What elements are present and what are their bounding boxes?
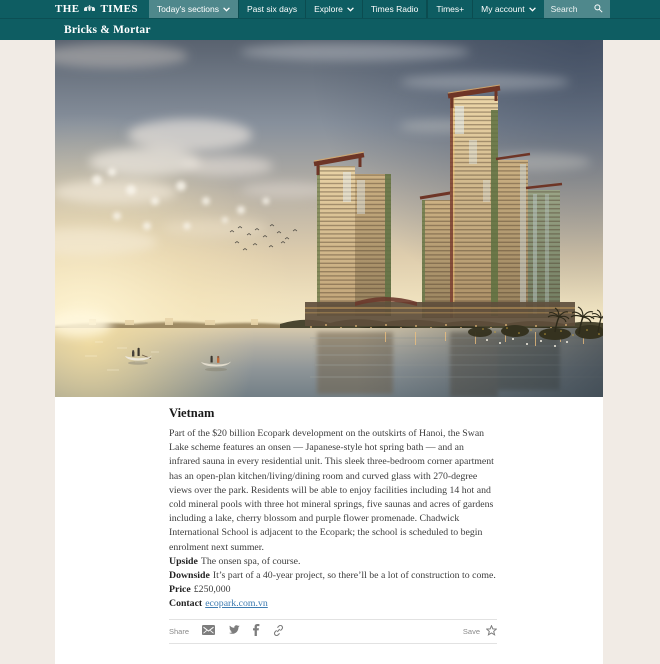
- share-twitter-button[interactable]: [228, 625, 240, 637]
- price-value: £250,000: [193, 584, 231, 596]
- save-label: Save: [462, 626, 480, 636]
- article-heading: Vietnam: [169, 406, 215, 420]
- star-icon: [486, 625, 497, 638]
- article-panel: [55, 397, 603, 664]
- section-bar: [0, 19, 660, 40]
- hero-image: [55, 40, 603, 397]
- article-paragraph: Part of the $20 billion Ecopark development on the outskirts of Hanoi, the Swan Lake scheme features an onsen — Japanese-style hot spring bath — and an infrared sauna in every residential unit. This sleek three-bedroom corner apartment has an open-plan kitchen/living/dining room and curved glass with 270-degree views over the park. Residents will be able to enjoy facilities including 14 hot and cold mineral pools with three hot mineral springs, five saunas and acres of gardens including a lake, cherry blossom and purple flower promenade. Chadwick International School is adjacent to the Ecopark; the school is scheduled to begin enrolment next summer.: [169, 428, 494, 553]
- nav-explore[interactable]: [305, 0, 362, 18]
- nav-times-radio-label: Times Radio: [370, 4, 419, 14]
- price-label: Price: [169, 584, 191, 596]
- article-body: [169, 427, 497, 612]
- times-crest-icon: [82, 3, 97, 15]
- search-input[interactable]: [544, 0, 610, 18]
- search-icon[interactable]: [594, 4, 603, 15]
- contact-label: Contact: [169, 598, 203, 610]
- chevron-down-icon: [347, 4, 354, 14]
- share-email-button[interactable]: [202, 625, 215, 637]
- contact-link[interactable]: ecopark.com.vn: [205, 598, 268, 610]
- left-tower: [314, 152, 391, 316]
- search-placeholder: Search: [550, 4, 578, 14]
- nav-times-plus[interactable]: [427, 0, 472, 18]
- chevron-down-icon: [529, 4, 536, 14]
- downside-label: Downside: [169, 570, 210, 582]
- upside-label: Upside: [169, 555, 198, 567]
- contact-line: [169, 597, 497, 611]
- facebook-icon: [253, 624, 260, 638]
- link-icon: [273, 625, 284, 638]
- save-group: [463, 625, 497, 638]
- times-logo[interactable]: [55, 0, 149, 18]
- nav-todays-sections-label: Today's sections: [156, 4, 220, 14]
- save-button[interactable]: [486, 625, 497, 638]
- section-title[interactable]: Bricks & Mortar: [64, 23, 151, 36]
- nav-past-six-days-label: Past six days: [247, 4, 298, 14]
- downside-line: [169, 569, 497, 583]
- chevron-down-icon: [223, 4, 230, 14]
- upside-text: The onsen spa, of course.: [200, 555, 301, 567]
- share-copy-link-button[interactable]: [273, 625, 284, 638]
- upside-line: [169, 555, 497, 569]
- nav-my-account-label: My account: [481, 4, 525, 14]
- nav-past-six-days[interactable]: [238, 0, 305, 18]
- downside-text: It’s part of a 40-year project, so there’ll be a lot of construction to come.: [212, 570, 496, 582]
- mail-icon: [202, 625, 215, 637]
- share-facebook-button[interactable]: [253, 624, 260, 638]
- top-nav: [0, 0, 660, 19]
- logo-times: TIMES: [100, 3, 138, 15]
- twitter-icon: [228, 625, 240, 637]
- nav-times-radio[interactable]: [362, 0, 427, 18]
- nav-times-plus-label: Times+: [436, 4, 465, 14]
- nav-todays-sections[interactable]: [149, 0, 238, 18]
- nav-my-account[interactable]: [472, 0, 543, 18]
- nav-explore-label: Explore: [314, 4, 343, 14]
- logo-the: THE: [55, 3, 80, 15]
- price-line: [169, 583, 497, 597]
- share-bar: [169, 619, 497, 644]
- share-label: Share: [169, 626, 190, 636]
